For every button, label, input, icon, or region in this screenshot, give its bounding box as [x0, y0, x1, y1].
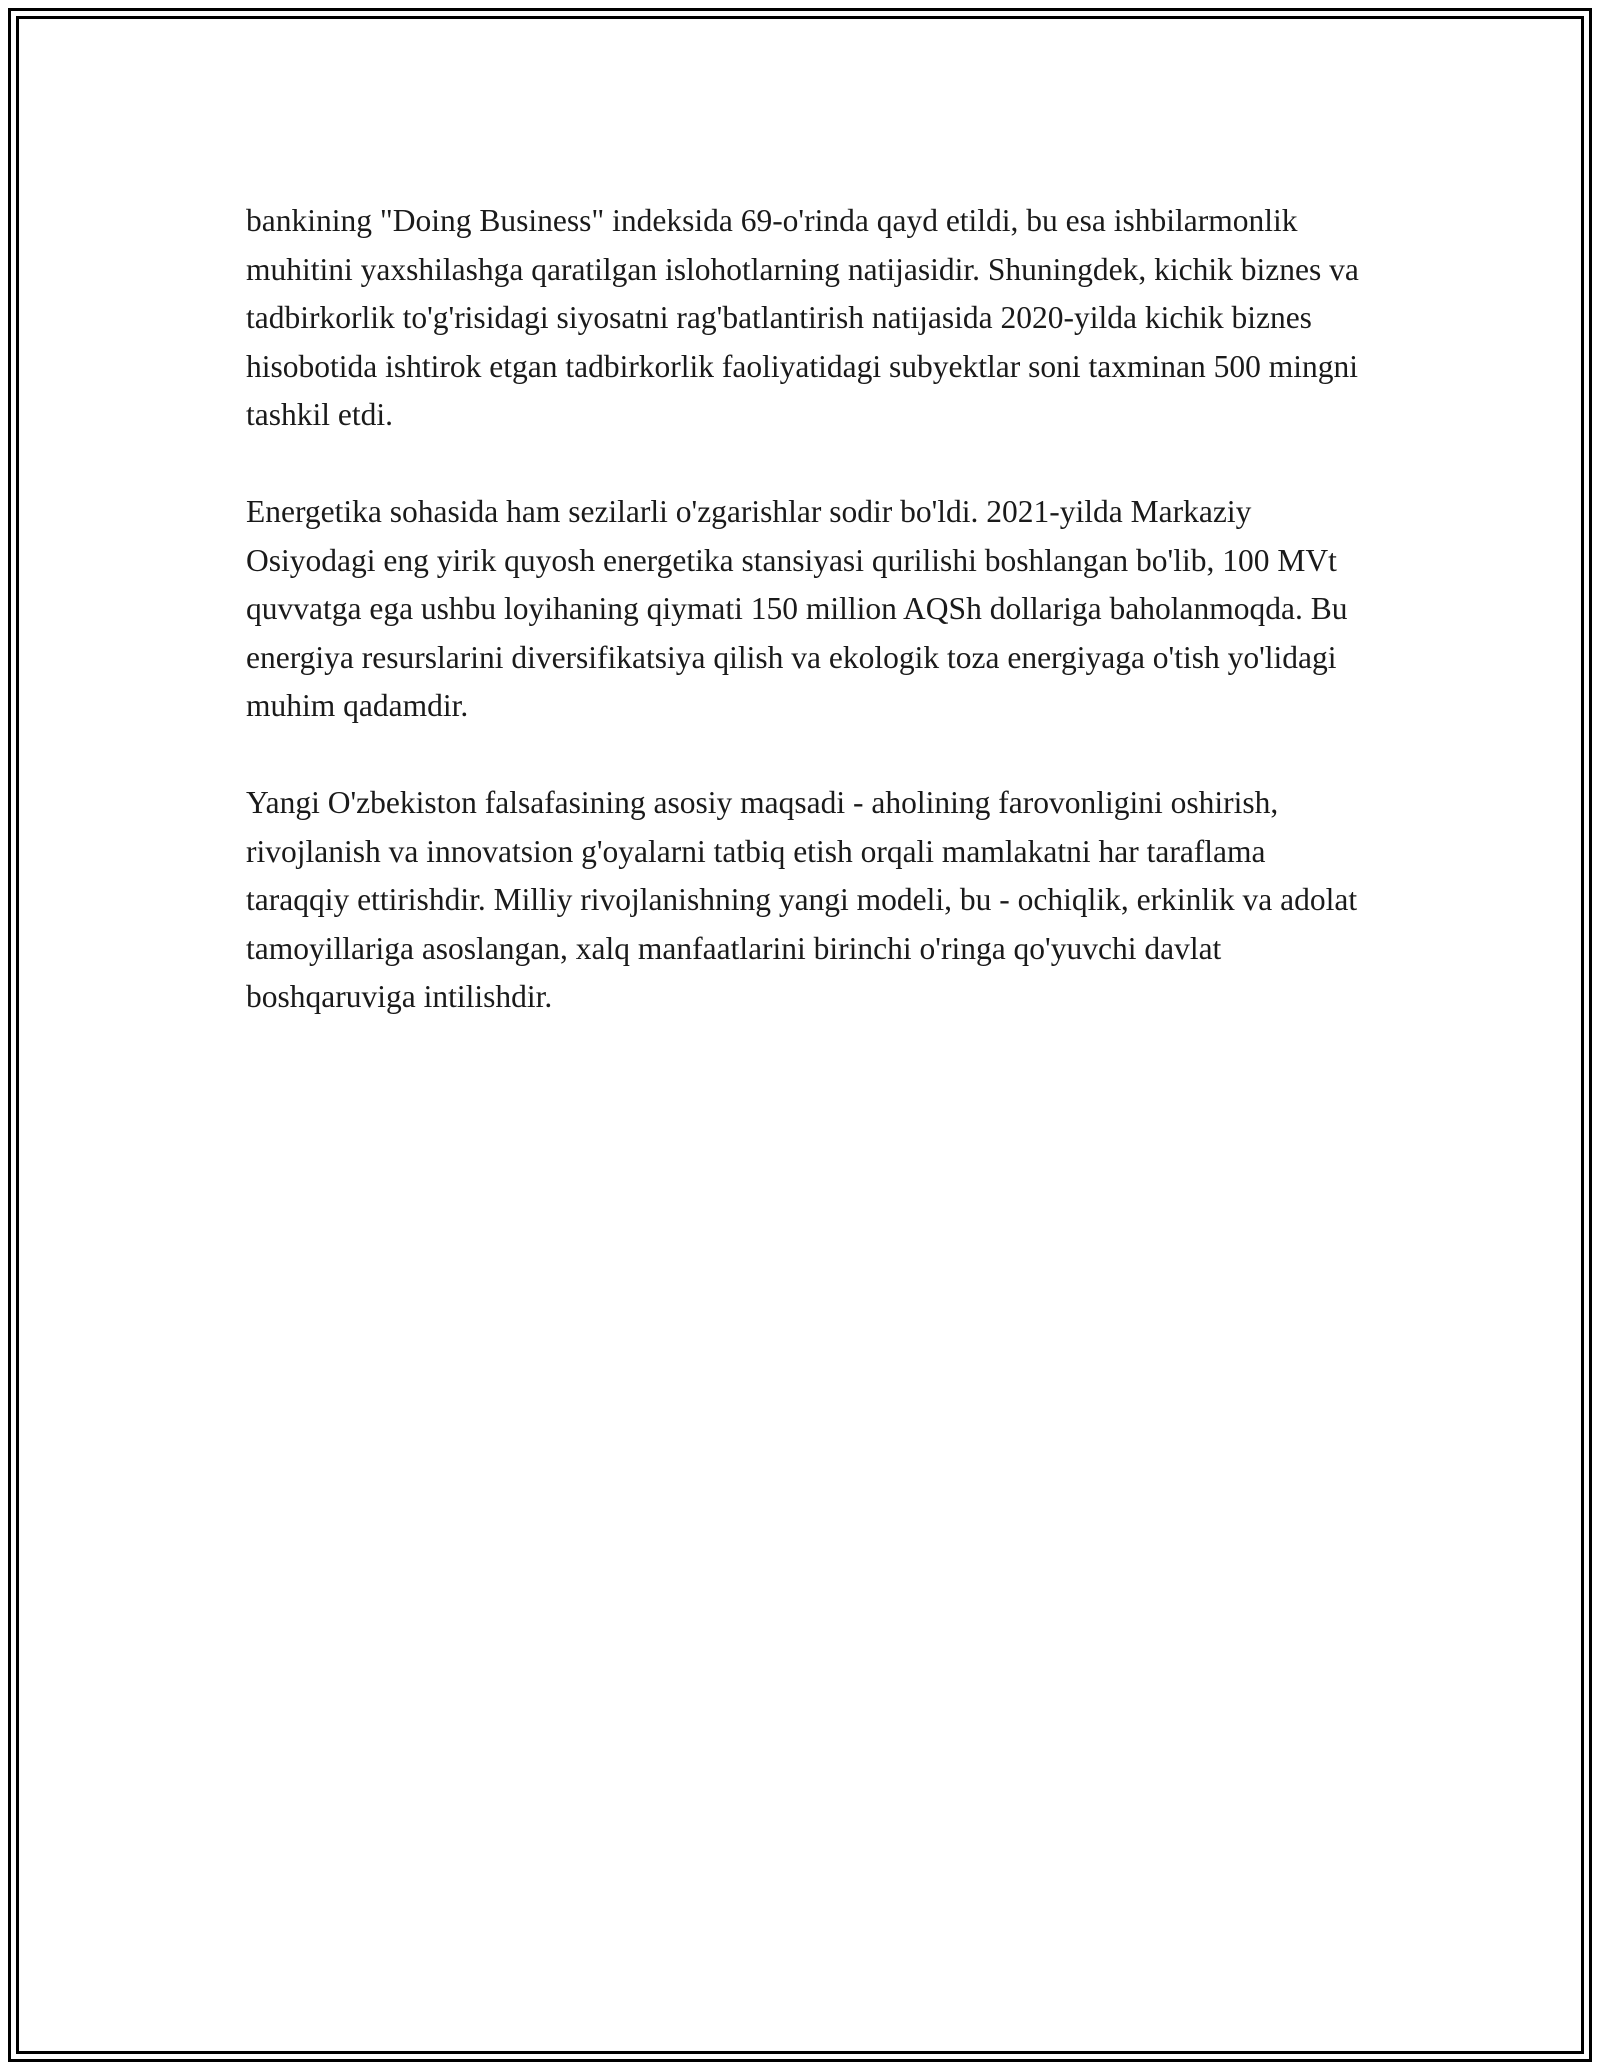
paragraph-yangi-ozbekiston: Yangi O'zbekiston falsafasining asosiy maqsadi - aholining farovonligini oshirish, rivojlanish va innovatsion g'oyalarni tatbiq etish orqali mamlakatni har taraflama taraqqiy ettirishdir. Milliy rivojlanishning yangi modeli, bu - ochiqlik, erkinlik va adolat tamoyillariga asoslangan, xalq manfaatlarini birinchi o'ringa qo'yuvchi davlat boshqaruviga intilishdir. [246, 785, 1358, 1014]
paragraph-energetika: Energetika sohasida ham sezilarli o'zgarishlar sodir bo'ldi. 2021-yilda Markaziy Osiyodagi eng yirik quyosh energetika stansiyasi qurilishi boshlangan bo'lib, 100 MVt quvvatga ega ushbu loyihaning qiymati 150 million AQSh dollariga baholanmoqda. Bu energiya resurslarini diversifikatsiya qilish va ekologik toza energiyaga o'tish yo'lidagi muhim qadamdir. [246, 494, 1348, 723]
paragraph-doing-business: bankining "Doing Business" indeksida 69-o'rinda qayd etildi, bu esa ishbilarmonlik muhitini yaxshilashga qaratilgan islohotlarning natijasidir. Shuningdek, kichik biznes va tadbirkorlik to'g'risidagi siyosatni rag'batlantirish natijasida 2020-yilda kichik biznes hisobotida ishtirok etgan tadbirkorlik faoliyatidagi subyektlar soni taxminan 500 mingni tashkil etdi. [246, 203, 1359, 432]
document-body [246, 197, 1376, 1070]
page-border [8, 8, 1592, 2062]
